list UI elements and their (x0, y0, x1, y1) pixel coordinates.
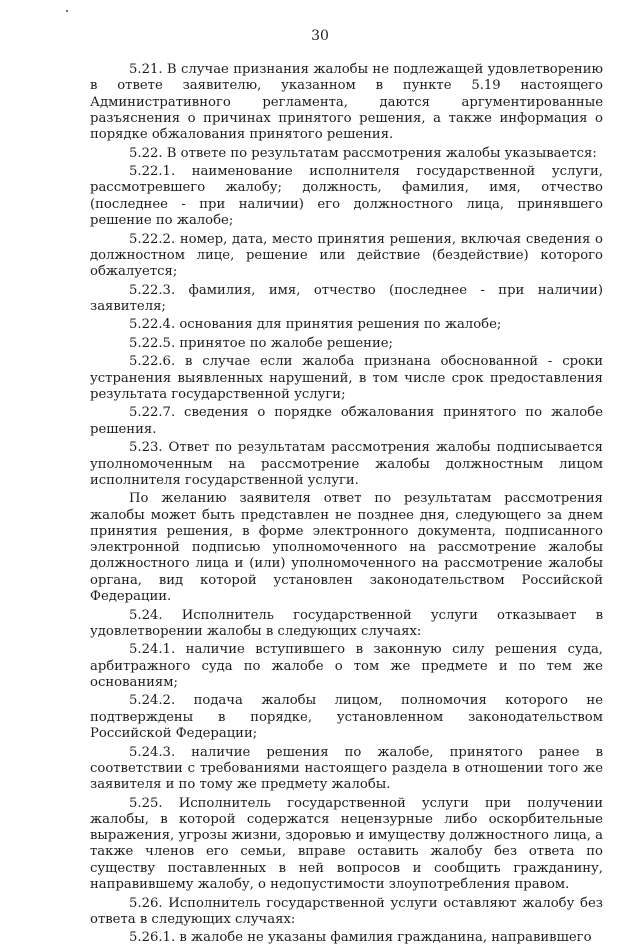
paragraph-5-22-1: 5.22.1. наименование исполнителя государственной услуги, рассмотревшего жалобу; должность, фамилия, имя, отчество (последнее - при наличии) его должностного лица, принявшего решение по жалобе; (90, 164, 603, 229)
paragraph-electronic-response: По желанию заявителя ответ по результатам рассмотрения жалобы может быть представлен не позднее дня, следующего за днем принятия решения, в форме электронного документа, подписанного электронной подписью уполномоченного на рассмотрение жалобы должностного лица и (или) уполномоченного на рассмотрение жалобы органа, вид которой установлен законодательством Российской Федерации. (90, 491, 603, 605)
paragraph-5-22-2: 5.22.2. номер, дата, место принятия решения, включая сведения о должностном лице, решение или действие (бездействие) которого обжалуется; (90, 231, 603, 280)
paragraph-5-25: 5.25. Исполнитель государственной услуги при получении жалобы, в которой содержатся нецензурные либо оскорбительные выражения, угрозы жизни, здоровью и имуществу должностного лица, а также членов его семьи, вправе оставить жалобу без ответа по существу поставленных в ней вопросов и сообщить гражданину, направившему жалобу, о недопустимости злоупотребления правом. (90, 795, 603, 893)
paragraph-5-22-3: 5.22.3. фамилия, имя, отчество (последнее - при наличии) заявителя; (90, 282, 603, 314)
paragraph-5-23: 5.23. Ответ по результатам рассмотрения жалобы подписывается уполномоченным на рассмотрение жалобы должностным лицом исполнителя государственной услуги. (90, 440, 603, 488)
page-number: 30 (311, 28, 329, 44)
paragraph-5-24-3: 5.24.3. наличие решения по жалобе, принятого ранее в соответствии с требованиями настоящего раздела в отношении того же заявителя и по тому же предмету жалобы. (90, 744, 603, 793)
document-body (90, 62, 603, 949)
paragraph-5-24: 5.24. Исполнитель государственной услуги отказывает в удовлетворении жалобы в следующих случаях: (90, 607, 603, 639)
paragraph-5-24-2: 5.24.2. подача жалобы лицом, полномочия которого не подтверждены в порядке, установленном законодательством Российской Федерации; (90, 693, 603, 742)
paragraph-5-22-7: 5.22.7. сведения о порядке обжалования принятого по жалобе решения. (90, 405, 603, 437)
paragraph-5-22-6: 5.22.6. в случае если жалоба признана обоснованной - сроки устранения выявленных нарушений, в том числе срок предоставления результата государственной услуги; (90, 354, 603, 402)
paragraph-5-22-5: 5.22.5. принятое по жалобе решение; (129, 335, 393, 351)
paragraph-5-26-1: 5.26.1. в жалобе не указаны фамилия гражданина, направившего (129, 930, 592, 946)
paragraph-5-26: 5.26. Исполнитель государственной услуги оставляют жалобу без ответа в следующих случаях: (90, 895, 603, 927)
paragraph-5-21: 5.21. В случае признания жалобы не подлежащей удовлетворению в ответе заявителю, указанном в пункте 5.19 настоящего Административного регламента, даются аргументированные разъяснения о причинах принятого решения, а также информация о порядке обжалования принятого решения. (90, 62, 603, 143)
paragraph-5-24-1: 5.24.1. наличие вступившего в законную силу решения суда, арбитражного суда по жалобе о том же предмете и по тем же основаниям; (90, 642, 603, 690)
scan-mark (66, 10, 68, 12)
paragraph-5-22-4: 5.22.4. основания для принятия решения по жалобе; (129, 317, 502, 333)
paragraph-5-22: 5.22. В ответе по результатам рассмотрения жалобы указывается: (129, 145, 597, 161)
